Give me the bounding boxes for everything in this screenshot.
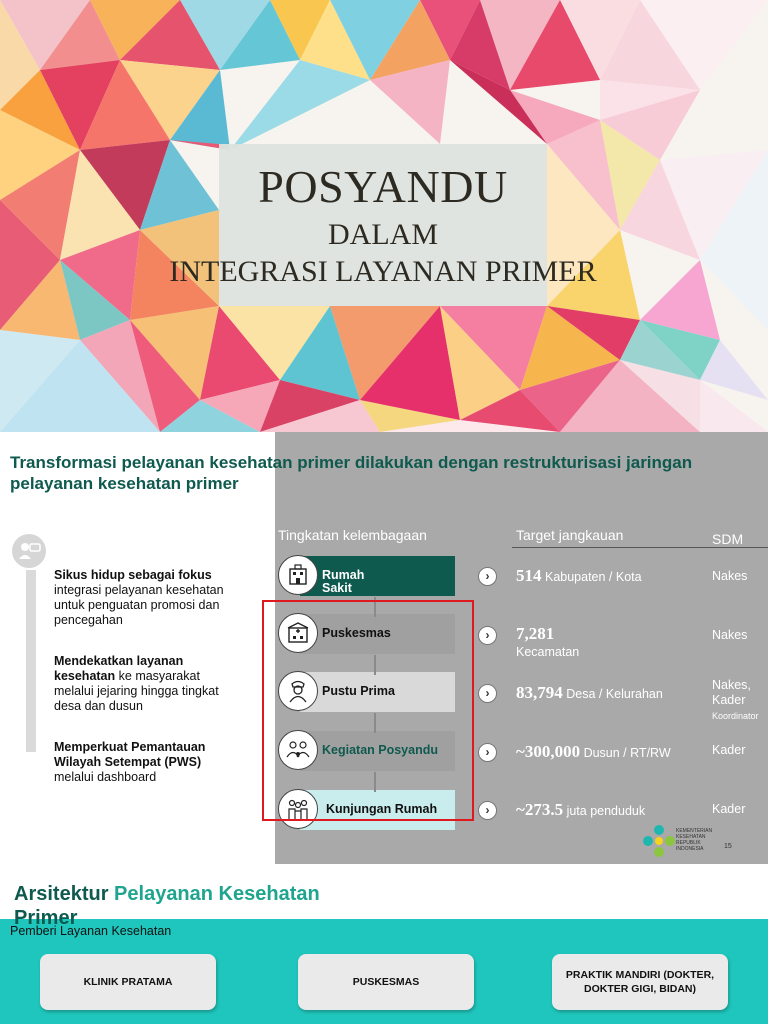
level-label: Pustu Prima — [322, 684, 395, 698]
chevron-right-icon: › — [478, 626, 497, 645]
target-value: 7,281 — [516, 624, 555, 643]
point-2 — [54, 654, 234, 714]
hr-puskesmas: Nakes — [712, 628, 748, 642]
target-desa — [516, 684, 686, 703]
target-unit: Dusun / RT/RW — [583, 746, 671, 760]
chevron-right-icon: › — [478, 567, 497, 586]
person-chat-icon — [12, 534, 46, 568]
target-value: ~300,000 — [516, 742, 581, 761]
slide-title: POSYANDU — [258, 161, 508, 212]
target-unit: juta penduduk — [566, 804, 646, 818]
target-unit: Desa / Kelurahan — [566, 687, 663, 701]
target-unit: Kabupaten / Kota — [544, 570, 642, 584]
slide-subtitle-line1: DALAM — [328, 218, 438, 251]
title-suffix: Primer — [14, 907, 78, 929]
ministry-name: KEMENTERIAN KESEHATAN REPUBLIK INDONESIA — [676, 828, 713, 852]
hr-pustu — [712, 678, 762, 723]
target-value: ~273.5 — [516, 800, 564, 819]
hr-kunjungan: Kader — [712, 802, 746, 816]
chevron-right-icon: › — [478, 743, 497, 762]
target-dusun — [516, 743, 686, 762]
band-label: Pemberi Layanan Kesehatan — [10, 924, 172, 938]
point-3-bold: Memperkuat Pemantauan Wilayah Setempat (PWS) — [54, 740, 206, 769]
chevron-right-icon: › — [478, 801, 497, 820]
point-1-text: integrasi pelayanan kesehatan untuk penguatan promosi dan pencegahan — [54, 583, 224, 627]
title-highlight: Pelayanan Kesehatan — [114, 883, 320, 905]
slide-heading: Transformasi pelayanan kesehatan primer dilakukan dengan restrukturisasi jaringan pelayanan kesehatan primer — [10, 453, 693, 493]
point-3 — [54, 740, 234, 785]
level-label: Puskesmas — [322, 626, 391, 640]
vertical-accent-bar — [26, 570, 36, 752]
title-slide — [0, 0, 768, 432]
column-header-institution: Tingkatan kelembagaan — [278, 527, 427, 543]
column-header-hr: SDM — [712, 531, 744, 547]
level-label: Kegiatan Posyandu — [322, 743, 438, 757]
hr-posyandu: Kader — [712, 743, 746, 757]
ministry-logo — [642, 824, 676, 858]
point-2-bold: Mendekatkan layanan kesehatan — [54, 654, 184, 683]
target-penduduk — [516, 801, 686, 820]
point-1 — [54, 568, 234, 628]
slide-subtitle-line2: INTEGRASI LAYANAN PRIMER — [169, 255, 597, 288]
level-label: Kunjungan Rumah — [326, 802, 438, 816]
slide-heading — [14, 882, 344, 930]
provider-klinik-pratama: KLINIK PRATAMA — [40, 954, 216, 1010]
level-label: Rumah Sakit — [322, 568, 365, 595]
point-3-text: melalui dashboard — [54, 770, 157, 784]
point-1-bold: Sikus hidup sebagai fokus — [54, 568, 212, 582]
target-value: 514 — [516, 566, 542, 585]
architecture-slide — [0, 864, 768, 1024]
level-rumah-sakit — [300, 556, 455, 596]
hr-small: Koordinator — [712, 711, 759, 721]
hospital-icon — [278, 555, 318, 595]
header-divider — [512, 547, 768, 548]
target-kecamatan — [516, 625, 686, 661]
transformation-slide — [0, 432, 768, 864]
target-unit: Kecamatan — [516, 645, 580, 659]
page-number: 15 — [724, 843, 732, 850]
hr-rumah-sakit: Nakes — [712, 569, 748, 583]
target-kabupaten — [516, 567, 686, 586]
title-prefix: Arsitektur — [14, 883, 109, 905]
column-header-target: Target jangkauan — [516, 527, 624, 543]
provider-praktik-mandiri: PRAKTIK MANDIRI (DOKTER, DOKTER GIGI, BIDAN) — [552, 954, 728, 1010]
provider-puskesmas: PUSKESMAS — [298, 954, 474, 1010]
point-2-text: ke masyarakat melalui jejaring hingga tingkat desa dan dusun — [54, 669, 219, 713]
chevron-right-icon: › — [478, 684, 497, 703]
highlight-frame — [262, 600, 474, 821]
hr-main: Nakes, Kader — [712, 678, 751, 707]
target-value: 83,794 — [516, 683, 563, 702]
